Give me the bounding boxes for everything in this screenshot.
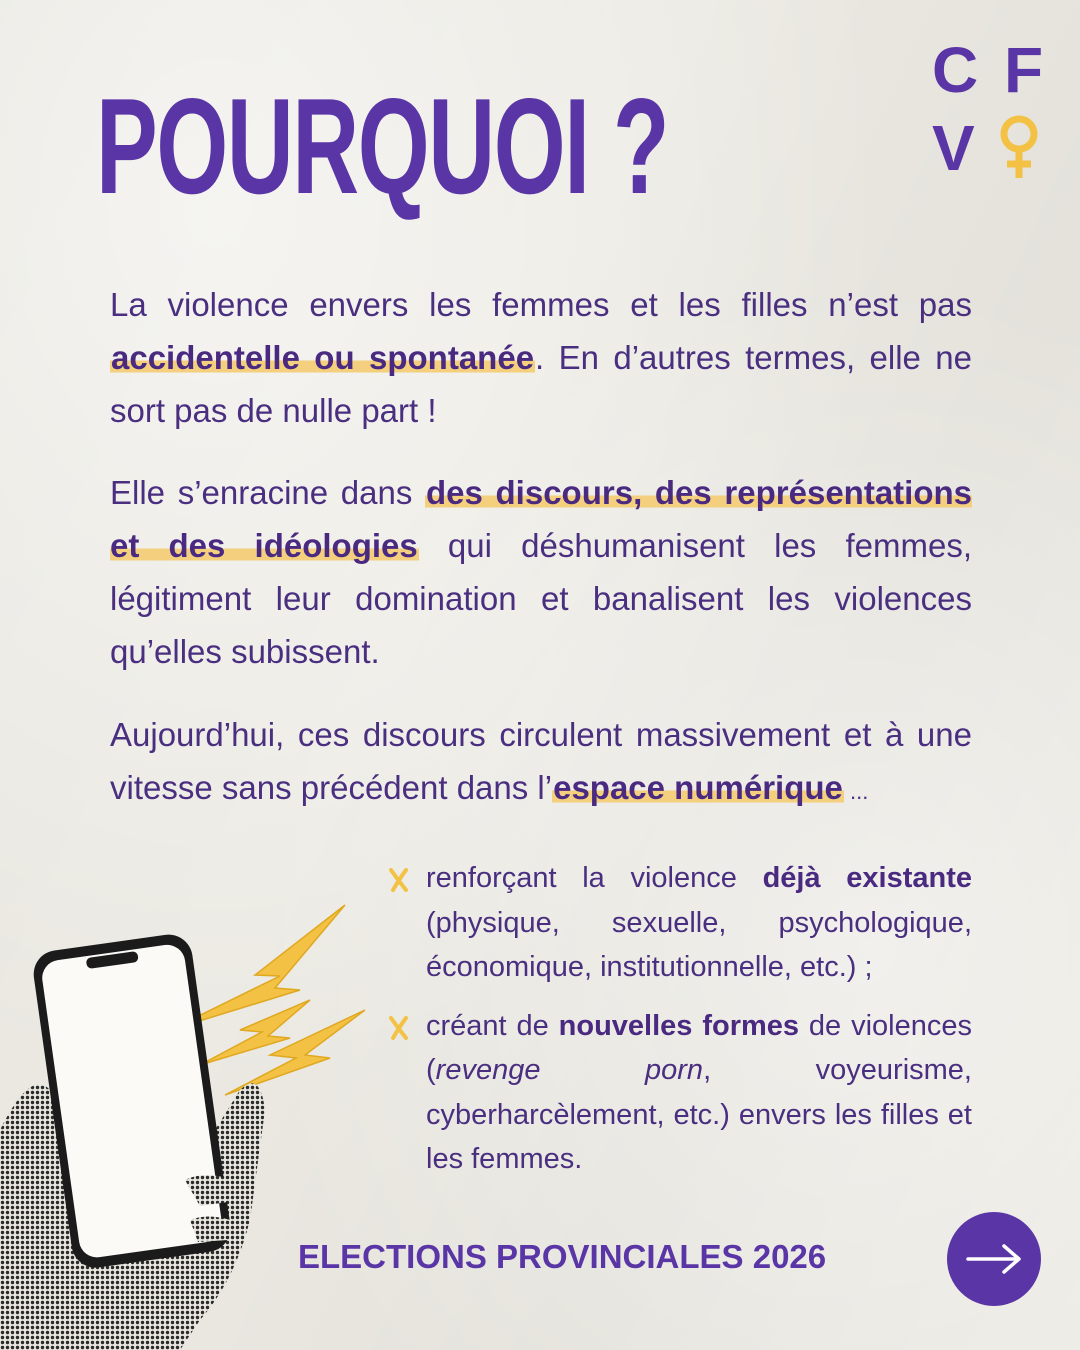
paragraph-roots <box>110 466 972 678</box>
paragraph-roots-text-end: qui déshumanisent les femmes, légitiment leur domination et banalisent les violences qu’elles subissent. <box>110 527 972 670</box>
x-icon <box>388 1016 410 1040</box>
paragraph-roots-text: Elle s’enracine dans <box>110 474 425 511</box>
bullet-bold-text: déjà existante <box>762 862 972 894</box>
bullet-text: créant de <box>426 1009 559 1042</box>
cfv-logo <box>930 34 1050 184</box>
paragraph-digital <box>110 708 972 818</box>
bullet-italic-text: revenge porn <box>435 1054 704 1086</box>
logo-letter-c: C <box>932 34 979 106</box>
next-button[interactable] <box>947 1212 1041 1306</box>
x-icon <box>388 868 410 892</box>
paragraph-intro <box>110 278 972 437</box>
highlight-accidentelle: accidentelle ou spontanée <box>111 339 535 376</box>
bullet-item <box>388 1004 972 1182</box>
highlight-espace-numerique: espace numérique <box>553 769 843 806</box>
bullet-text-mid: de violences ( <box>426 1009 972 1086</box>
footer-elections: ELECTIONS PROVINCIALES 2026 <box>298 1238 827 1275</box>
paragraph-digital-text: Aujourd’hui, ces discours circulent massivement et à une vitesse sans précédent dans l’ <box>110 716 972 806</box>
logo-letter-v: V <box>932 112 975 184</box>
bullet-item <box>388 856 972 990</box>
logo-letter-f: F <box>1004 34 1044 106</box>
female-symbol-icon <box>996 114 1042 180</box>
highlight-discours: des discours, des représentations et des idéologies <box>110 474 973 564</box>
bullet-text-end: , voyeurisme, cyberharcèlement, etc.) envers les filles et les femmes. <box>426 1054 972 1175</box>
paragraph-digital-ellipsis: ... <box>843 779 869 804</box>
bullet-list <box>388 856 972 1196</box>
page-title: POURQUOI ? <box>96 70 669 222</box>
paragraph-intro-text-end: . En d’autres termes, elle ne sort pas de nulle part ! <box>110 339 972 429</box>
bullet-text: renforçant la violence <box>426 862 763 894</box>
paragraph-intro-text: La violence envers les femmes et les filles n’est pas <box>110 286 972 323</box>
phone-illustration <box>0 880 380 1350</box>
bullet-bold-text: nouvelles formes <box>558 1009 800 1042</box>
bullet-text-end: (physique, sexuelle, psychologique, économique, institutionnelle, etc.) ; <box>426 906 972 983</box>
arrow-right-icon <box>966 1244 1022 1274</box>
